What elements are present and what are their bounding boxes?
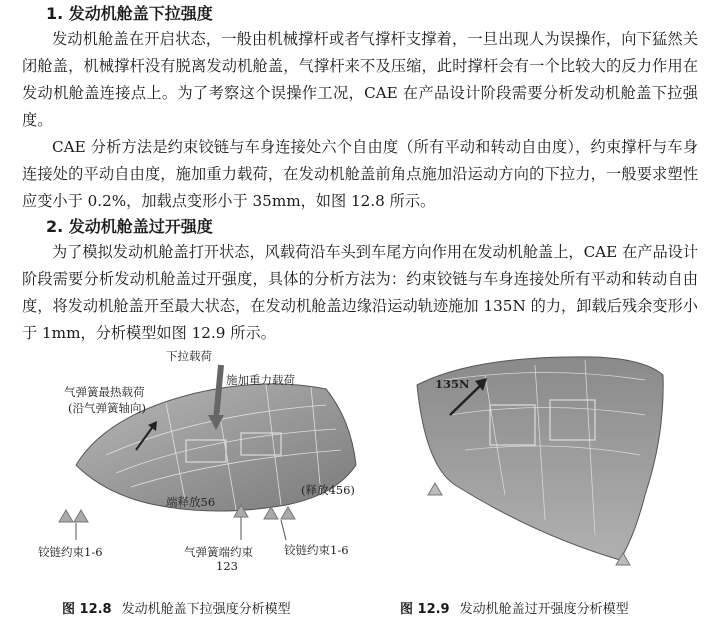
hinge-constraint-right <box>264 507 295 519</box>
hinge-left-label: 铰链约束1-6 <box>38 545 103 559</box>
section2-para1: 为了模拟发动机舱盖打开状态，风载荷沿车头到车尾方向作用在发动机舱盖上，CAE 在产品设计阶段需要分析发动机舱盖过开强度，具体的分析方法为：约束铰链与车身连接处所有平动和转动自由度，将发动机舱盖开至最大状态，在发动机舱盖边缘沿运动轨迹施加 135N 的力，卸载后残余变形小于 1mm，分析模型如图 12.9 所示。 <box>22 243 699 342</box>
figure-12-8-caption <box>62 598 291 617</box>
end-release-label: 端释放56 <box>166 495 216 509</box>
figure-12-9-caption-number: 图 12.9 <box>400 602 450 617</box>
section1-heading: 1. 发动机舱盖下拉强度 <box>46 4 213 23</box>
gas-spring-label-line2: (沿气弹簧轴向) <box>68 401 146 415</box>
section2-heading: 2. 发动机舱盖过开强度 <box>46 217 213 236</box>
figure-12-8-caption-text: 发动机舱盖下拉强度分析模型 <box>121 602 291 617</box>
gas-spring-label-line1: 气弹簧最热载荷 <box>64 385 145 399</box>
figure-12-9 <box>395 345 695 580</box>
figure-12-9-caption-text: 发动机舱盖过开强度分析模型 <box>459 602 629 617</box>
release456-label: (释放456) <box>301 483 355 497</box>
force-label: 135N <box>435 377 470 391</box>
pull-load-label: 下拉载荷 <box>166 349 212 363</box>
figure-12-8 <box>36 345 406 580</box>
gravity-label: 施加重力载荷 <box>226 373 295 387</box>
document-body <box>22 2 698 347</box>
figure-12-8-caption-number: 图 12.8 <box>62 602 112 617</box>
section1-para1: 发动机舱盖在开启状态，一般由机械撑杆或者气撑杆支撑着，一旦出现人为误操作，向下猛然关闭舱盖，机械撑杆没有脱离发动机舱盖，气撑杆来不及压缩，此时撑杆会有一个比较大的反力作用在发动机舱盖连接点上。为了考察这个误操作工况，CAE 在产品设计阶段需要分析发动机舱盖下拉强度。 <box>22 30 698 129</box>
hinge-right-label: 铰链约束1-6 <box>284 543 349 557</box>
gas-end-label-line2: 123 <box>216 559 238 573</box>
figure-12-9-caption <box>400 598 629 617</box>
hinge-constraint-left <box>59 510 88 522</box>
gas-end-label-line1: 气弹簧端约束 <box>184 545 253 559</box>
section1-para2: CAE 分析方法是约束铰链与车身连接处六个自由度（所有平动和转动自由度），约束撑杆与车身连接处的平动自由度，施加重力载荷，在发动机舱盖前角点施加沿运动方向的下拉力，一般要求塑性应变小于 0.2%，加载点变形小于 35mm，如图 12.8 所示。 <box>22 138 698 210</box>
